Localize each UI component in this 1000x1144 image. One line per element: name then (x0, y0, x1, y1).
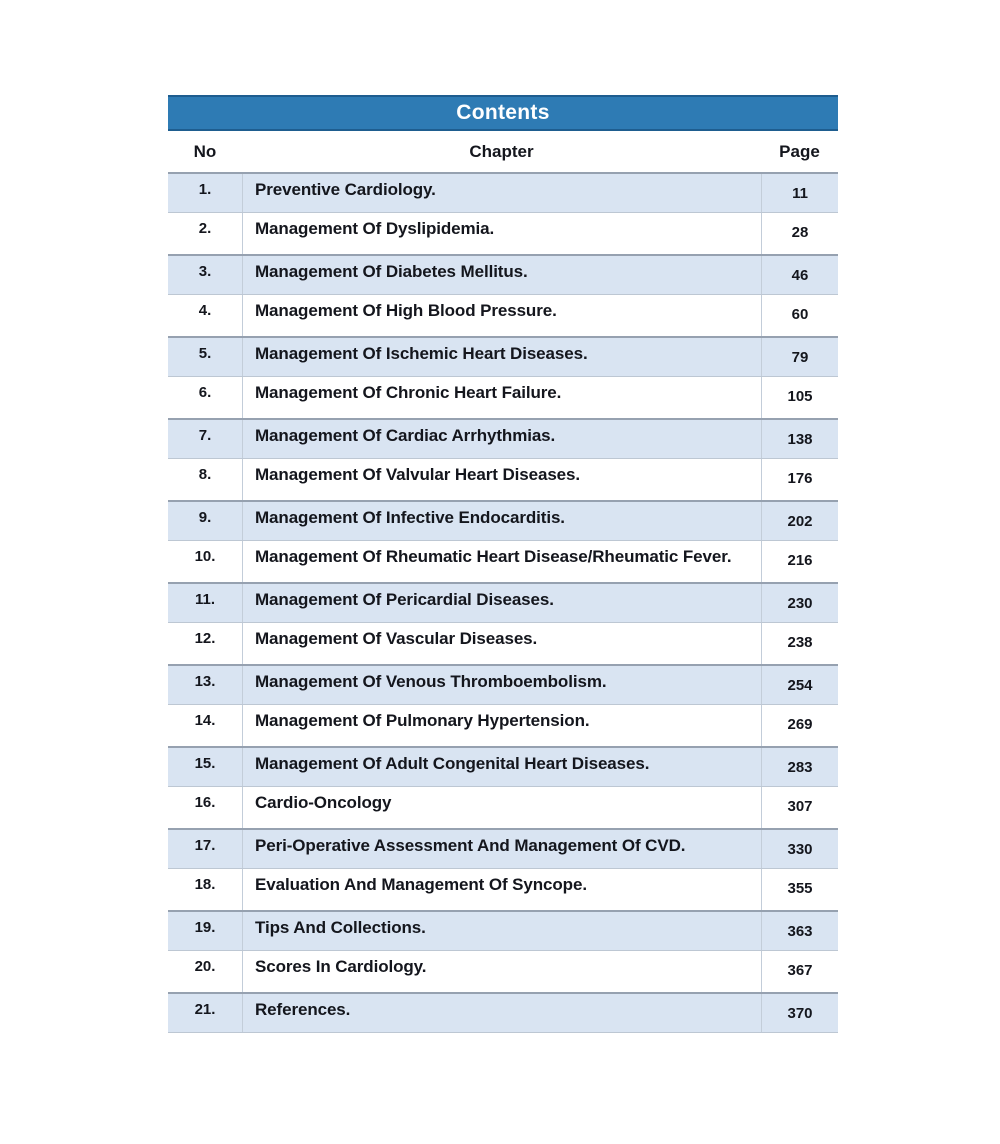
toc-row-page: 254 (761, 666, 838, 704)
toc-row-page: 283 (761, 748, 838, 786)
toc-row (168, 541, 838, 582)
toc-row-page: 46 (761, 256, 838, 294)
toc-row-number: 4. (198, 302, 212, 319)
toc-row-chapter: Management Of Ischemic Heart Diseases. (242, 338, 761, 376)
toc-row-number: 14. (194, 712, 216, 729)
toc-row-number: 9. (198, 509, 212, 526)
toc-row-chapter: Scores In Cardiology. (242, 951, 761, 992)
toc-row-page: 330 (761, 830, 838, 868)
toc-row (168, 787, 838, 828)
toc-row-chapter: Management Of Valvular Heart Diseases. (242, 459, 761, 500)
toc-row-page: 60 (761, 295, 838, 336)
toc-row-number: 13. (194, 673, 216, 690)
toc-row-page: 269 (761, 705, 838, 746)
toc-row-chapter: Management Of Pericardial Diseases. (242, 584, 761, 622)
toc-row-number: 3. (198, 263, 212, 280)
toc-row-page: 238 (761, 623, 838, 664)
contents-table-body (168, 172, 838, 1033)
toc-row (168, 213, 838, 254)
toc-row-page: 307 (761, 787, 838, 828)
toc-row-chapter: Management Of Cardiac Arrhythmias. (242, 420, 761, 458)
toc-row-number: 21. (194, 1001, 216, 1018)
toc-row-page: 176 (761, 459, 838, 500)
toc-row-page: 216 (761, 541, 838, 582)
toc-row-page: 230 (761, 584, 838, 622)
toc-row-number: 11. (194, 591, 216, 608)
toc-row-chapter: Preventive Cardiology. (242, 174, 761, 212)
toc-row-page: 202 (761, 502, 838, 540)
toc-row-number: 10. (194, 548, 216, 565)
toc-row (168, 459, 838, 500)
toc-row-chapter: Management Of Vascular Diseases. (242, 623, 761, 664)
toc-row-chapter: Management Of Diabetes Mellitus. (242, 256, 761, 294)
toc-row-chapter: Evaluation And Management Of Syncope. (242, 869, 761, 910)
toc-row (168, 254, 838, 295)
toc-row-number: 7. (198, 427, 212, 444)
toc-row-chapter: Management Of Pulmonary Hypertension. (242, 705, 761, 746)
toc-row-chapter: References. (242, 994, 761, 1032)
column-header-page: Page (779, 141, 820, 161)
toc-row (168, 951, 838, 992)
toc-row-number: 15. (194, 755, 216, 772)
toc-row-page: 28 (761, 213, 838, 254)
toc-row-chapter: Management Of High Blood Pressure. (242, 295, 761, 336)
toc-row-page: 363 (761, 912, 838, 950)
column-header-no: No (193, 141, 217, 161)
toc-row-number: 16. (194, 794, 216, 811)
toc-row-chapter: Management Of Adult Congenital Heart Diseases. (242, 748, 761, 786)
toc-row-page: 370 (761, 994, 838, 1032)
toc-row (168, 582, 838, 623)
toc-row-number: 8. (198, 466, 212, 483)
toc-row (168, 869, 838, 910)
contents-page (168, 95, 838, 1033)
toc-row (168, 336, 838, 377)
contents-header (168, 95, 838, 131)
toc-row (168, 295, 838, 336)
toc-row-page: 11 (761, 174, 838, 212)
toc-row-page: 355 (761, 869, 838, 910)
toc-row (168, 992, 838, 1033)
toc-row-number: 1. (198, 181, 212, 198)
toc-row-page: 138 (761, 420, 838, 458)
toc-row-number: 18. (194, 876, 216, 893)
toc-row-chapter: Management Of Chronic Heart Failure. (242, 377, 761, 418)
toc-row-number: 5. (198, 345, 212, 362)
toc-row (168, 746, 838, 787)
toc-row (168, 377, 838, 418)
toc-row-number: 17. (194, 837, 216, 854)
toc-row (168, 172, 838, 213)
toc-row (168, 418, 838, 459)
toc-row-number: 2. (198, 220, 212, 237)
column-headers (168, 131, 838, 172)
toc-row-number: 6. (198, 384, 212, 401)
column-header-chapter: Chapter (469, 141, 534, 161)
toc-row-number: 12. (194, 630, 216, 647)
toc-row-page: 79 (761, 338, 838, 376)
toc-row-page: 367 (761, 951, 838, 992)
contents-title: Contents (456, 101, 550, 124)
toc-row-chapter: Management Of Dyslipidemia. (242, 213, 761, 254)
toc-row (168, 623, 838, 664)
toc-row-chapter: Tips And Collections. (242, 912, 761, 950)
toc-row (168, 910, 838, 951)
toc-row-chapter: Management Of Venous Thromboembolism. (242, 666, 761, 704)
toc-row-chapter: Management Of Infective Endocarditis. (242, 502, 761, 540)
toc-row-number: 20. (194, 958, 216, 975)
toc-row (168, 828, 838, 869)
toc-row-chapter: Management Of Rheumatic Heart Disease/Rheumatic Fever. (242, 541, 761, 582)
toc-row-chapter: Cardio-Oncology (242, 787, 761, 828)
toc-row-chapter: Peri-Operative Assessment And Management Of CVD. (242, 830, 761, 868)
toc-row (168, 705, 838, 746)
toc-row-number: 19. (194, 919, 216, 936)
toc-row-page: 105 (761, 377, 838, 418)
toc-row (168, 500, 838, 541)
toc-row (168, 664, 838, 705)
